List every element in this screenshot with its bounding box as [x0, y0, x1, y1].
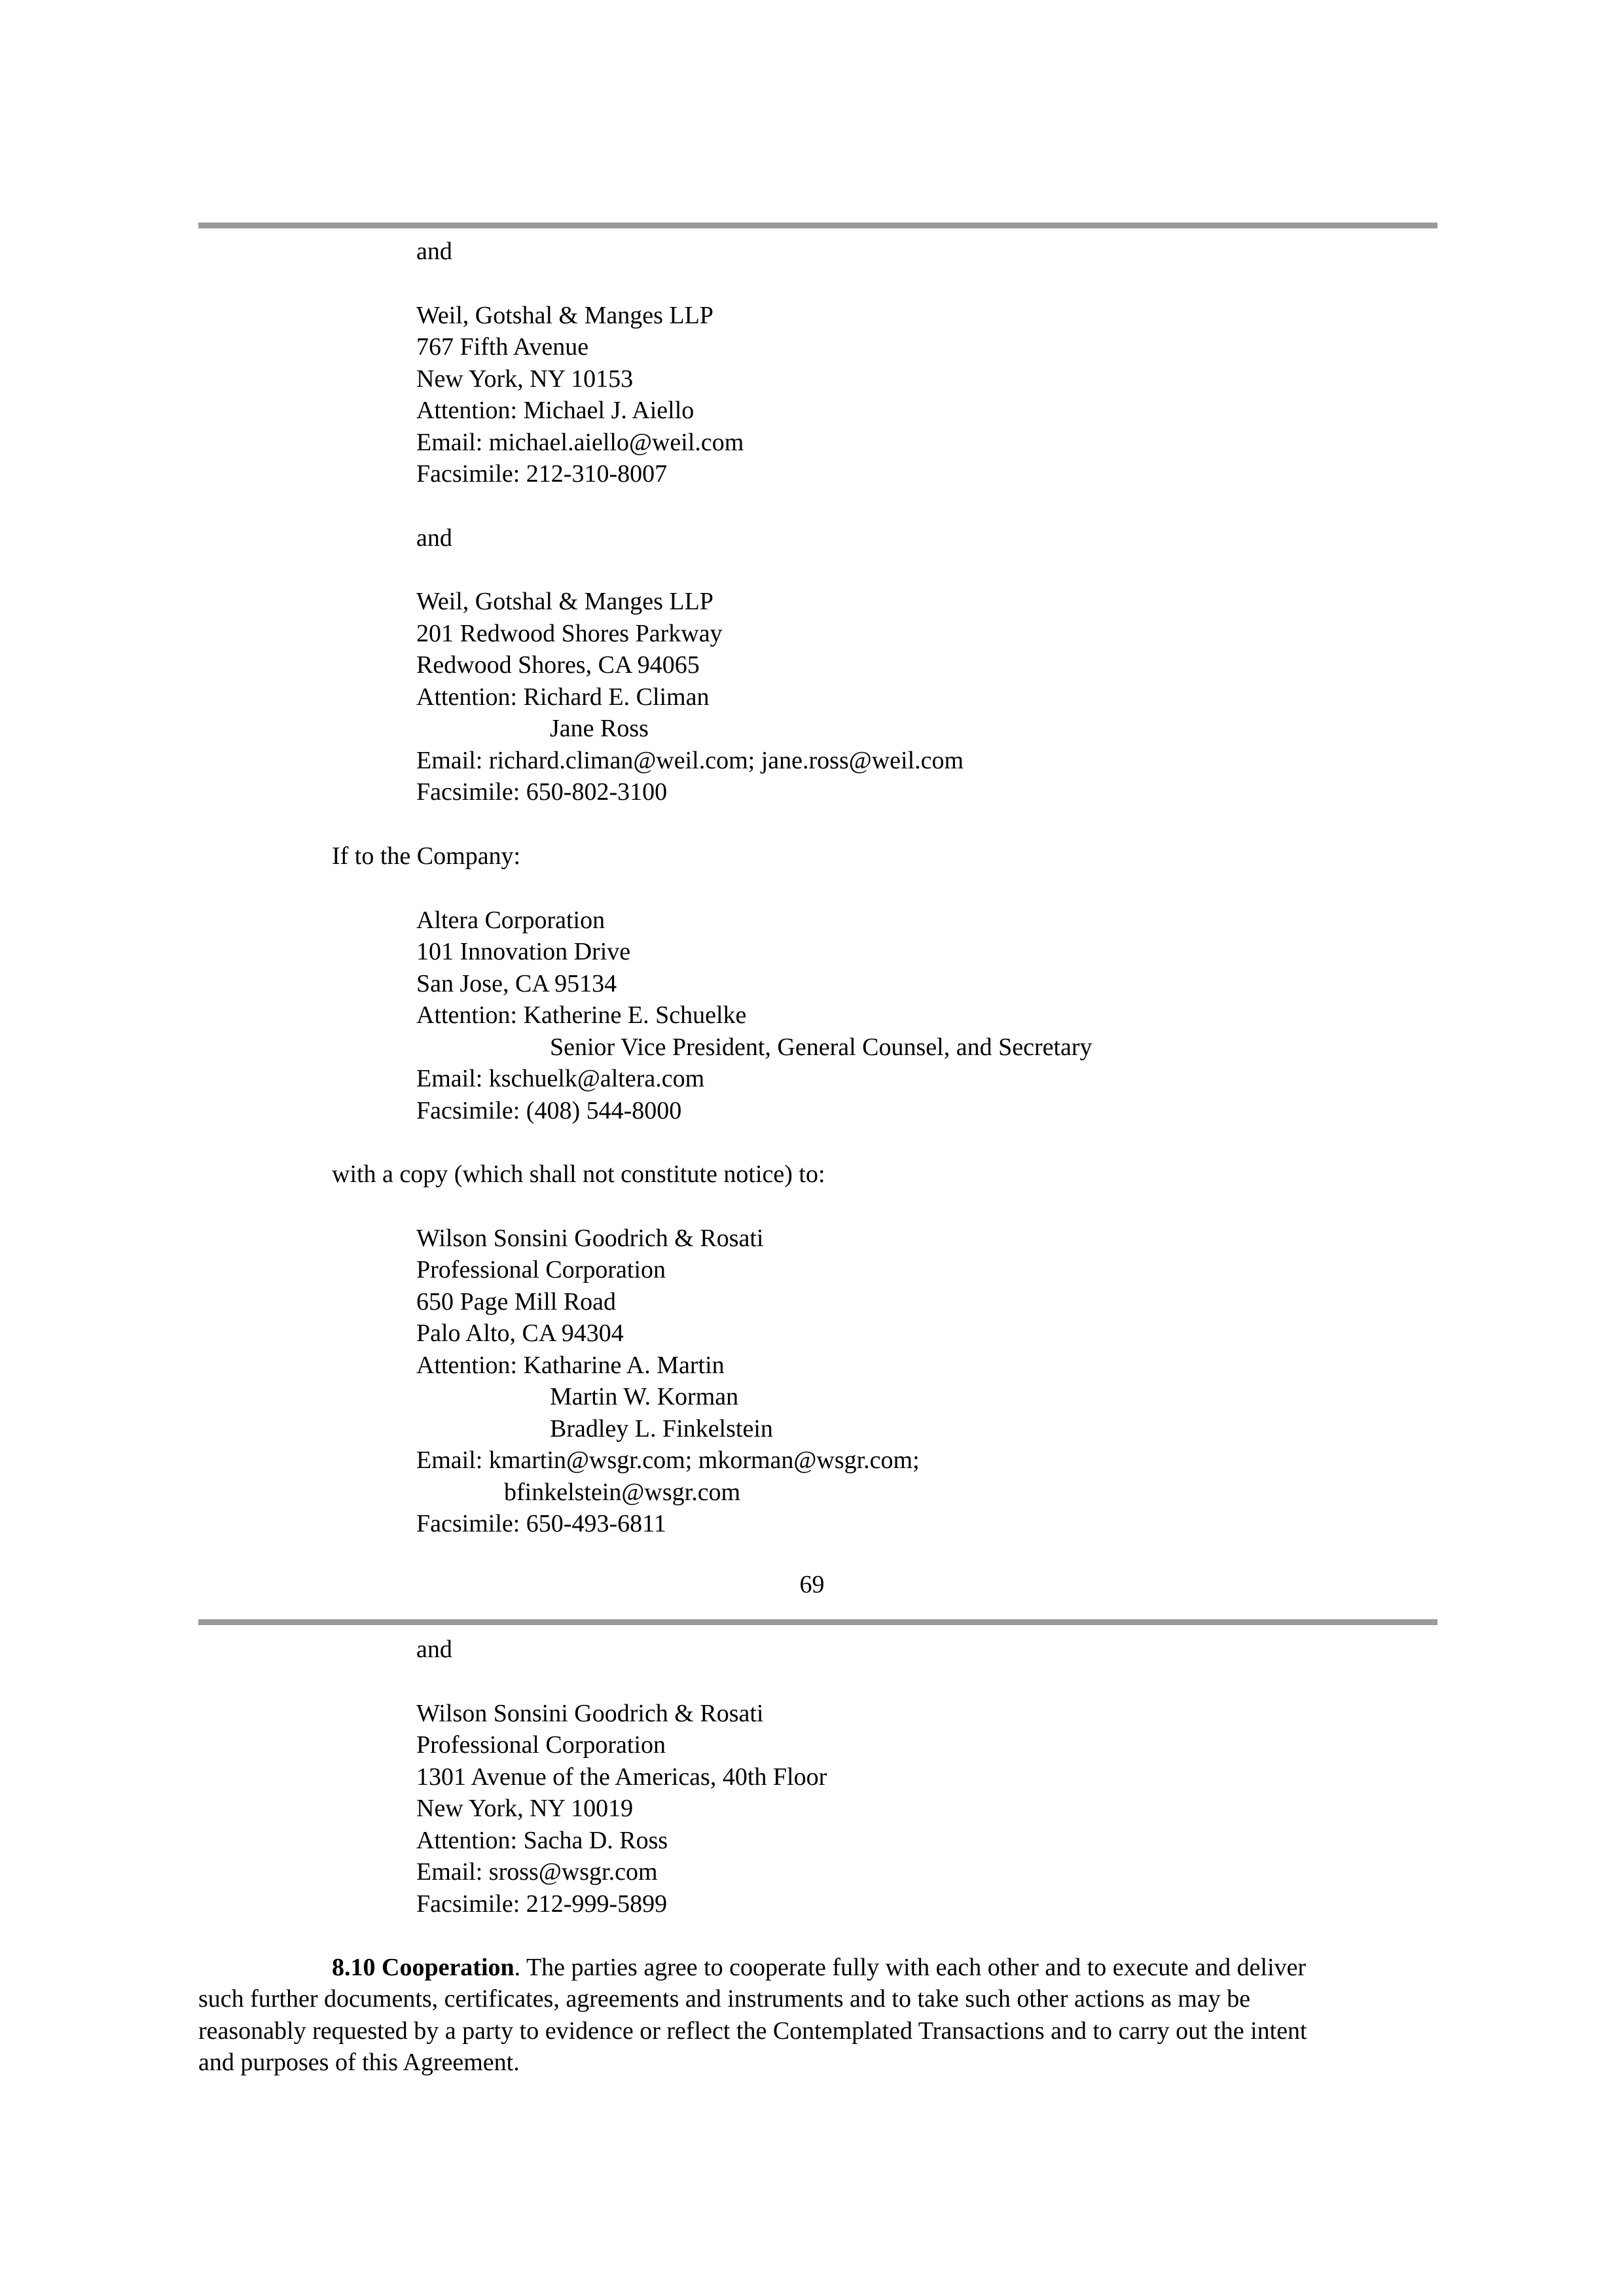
- attention-line: Attention: Michael J. Aiello: [416, 397, 695, 424]
- address-line: Weil, Gotshal & Manges LLP: [416, 588, 713, 615]
- email-line: Email: kschuelk@altera.com: [416, 1065, 705, 1092]
- email-continuation: bfinkelstein@wsgr.com: [504, 1479, 741, 1506]
- attention-continuation: Martin W. Korman: [550, 1383, 739, 1410]
- paragraph-text: . The parties agree to cooperate fully with each other and to execute and deliver: [514, 1954, 1307, 1981]
- attention-line: Attention: Sacha D. Ross: [416, 1827, 668, 1854]
- address-line: Redwood Shores, CA 94065: [416, 651, 700, 679]
- page-top-rule: [198, 223, 1437, 228]
- email-line: Email: kmartin@wsgr.com; mkorman@wsgr.com;: [416, 1446, 920, 1474]
- fax-line: Facsimile: 212-999-5899: [416, 1890, 668, 1918]
- address-line: 650 Page Mill Road: [416, 1288, 617, 1316]
- email-line: Email: michael.aiello@weil.com: [416, 429, 744, 456]
- attention-continuation: Senior Vice President, General Counsel, and Secretary: [550, 1033, 1092, 1061]
- paragraph-line: such further documents, certificates, agreements and instruments and to take such other actions as may be: [198, 1985, 1251, 2013]
- fax-line: Facsimile: 650-493-6811: [416, 1510, 666, 1537]
- address-line: Palo Alto, CA 94304: [416, 1319, 624, 1347]
- address-line: Wilson Sonsini Goodrich & Rosati: [416, 1700, 764, 1727]
- section-heading: 8.10 Cooperation: [332, 1954, 514, 1981]
- page-break-rule: [198, 1619, 1437, 1625]
- attention-continuation: Bradley L. Finkelstein: [550, 1415, 773, 1443]
- paragraph-line: reasonably requested by a party to evidence or reflect the Contemplated Transactions and to carry out the intent: [198, 2017, 1307, 2045]
- if-to-company-heading: If to the Company:: [332, 842, 521, 870]
- address-line: San Jose, CA 95134: [416, 970, 617, 997]
- paragraph-line: and purposes of this Agreement.: [198, 2049, 520, 2076]
- page-number: 69: [799, 1571, 825, 1598]
- address-line: 101 Innovation Drive: [416, 938, 631, 965]
- and-connector-1: and: [416, 238, 452, 265]
- address-line: Wilson Sonsini Goodrich & Rosati: [416, 1225, 764, 1252]
- attention-line: Attention: Katherine E. Schuelke: [416, 1001, 747, 1029]
- address-line: 767 Fifth Avenue: [416, 333, 589, 361]
- fax-line: Facsimile: (408) 544-8000: [416, 1097, 682, 1124]
- address-line: New York, NY 10153: [416, 365, 634, 393]
- email-line: Email: sross@wsgr.com: [416, 1858, 658, 1886]
- attention-continuation: Jane Ross: [550, 715, 649, 742]
- attention-line: Attention: Katharine A. Martin: [416, 1352, 725, 1379]
- address-line: Professional Corporation: [416, 1256, 666, 1283]
- address-line: 1301 Avenue of the Americas, 40th Floor: [416, 1763, 827, 1791]
- address-line: Professional Corporation: [416, 1731, 666, 1759]
- address-line: Weil, Gotshal & Manges LLP: [416, 302, 713, 329]
- email-line: Email: richard.climan@weil.com; jane.ross@weil.com: [416, 747, 964, 774]
- and-connector-2: and: [416, 524, 452, 552]
- attention-line: Attention: Richard E. Climan: [416, 683, 710, 711]
- with-copy-heading: with a copy (which shall not constitute notice) to:: [332, 1160, 825, 1188]
- fax-line: Facsimile: 650-802-3100: [416, 778, 668, 806]
- fax-line: Facsimile: 212-310-8007: [416, 460, 668, 488]
- and-connector-3: and: [416, 1636, 452, 1663]
- address-line: New York, NY 10019: [416, 1795, 634, 1822]
- paragraph-line: [332, 1953, 1306, 1982]
- address-line: 201 Redwood Shores Parkway: [416, 620, 723, 647]
- address-line: Altera Corporation: [416, 906, 605, 934]
